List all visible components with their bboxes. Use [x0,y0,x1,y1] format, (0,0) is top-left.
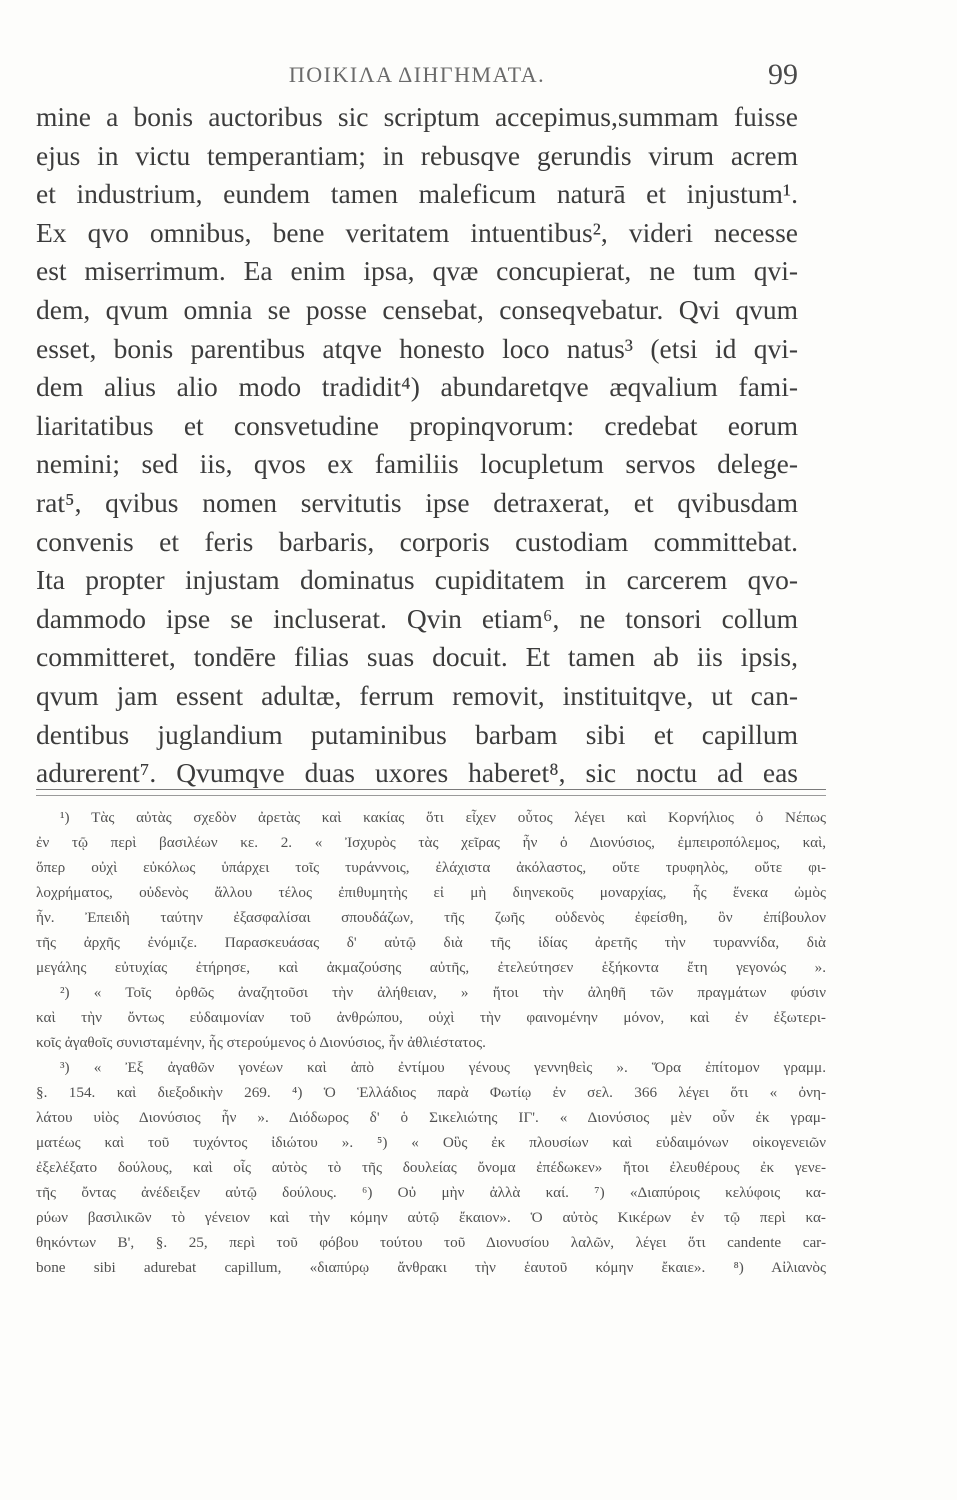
footnote-line: ¹) Τὰς αὐτὰς σχεδὸν ἀρετὰς καὶ κακίας ὅτι εἶχεν οὗτος λέγει καὶ Κορνήλιος ὁ Νέπως [60,809,826,826]
text-line: ejus in victu temperantiam; in rebusqve gerundis virum acrem [36,139,798,171]
footnote-line: §. 154. καὶ διεξοδικὴν 269. ⁴) Ὁ Ἑλλάδιος παρὰ Φωτίῳ ἐν σελ. 366 λέγει ὅτι « ὀνη- [36,1084,826,1101]
text-line: mine a bonis auctoribus sic scriptum accepimus,summam fuisse [36,101,798,132]
footnote-line: bone sibi adurebat capillum, «διαπύρῳ ἄνθρακι τὴν ἑαυτοῦ κόμην ἔκαιε». ⁸) Αἰλιανὸς [36,1259,826,1276]
footnotes-block [36,805,826,1280]
text-line: dammodo ipse se incluserat. Qvin etiam⁶, ne tonsori collum [36,602,798,634]
footnote-line: λοχρήματος, οὐδενὸς ἄλλου τέλος ἐπιθυμητὴς εἰ μὴ διηνεκοῦς μοναρχίας, ἧς ἕνεκα ὠμὸς [36,884,826,901]
footnote-line: ρύων βασιλικῶν τὸ γένειον καὶ τὴν κόμην αὐτῷ ἔκαιον». Ὁ αὐτὸς Κικέρων ἐν τῷ περὶ κα- [36,1209,826,1226]
footnote-line: ματέως καὶ τοῦ τυχόντος ἰδιώτου ». ⁵) « Οὓς ἐκ πλουσίων καὶ εὐδαιμόνων οἰκογενειῶν [36,1134,826,1151]
footnote-line: καὶ τὴν ὄντως εὐδαιμονίαν τοῦ ἀνθρώπου, οὐχὶ τὴν φαινομένην μόνον, καὶ ἐν ἐξωτερι- [36,1009,826,1026]
footnote-line: μεγάλης εὐτυχίας ἐτήρησε, καὶ ἀκμαζούσης αὐτῆς, ἐτελεύτησεν ἑξήκοντα ἔτη γεγονώς ». [36,959,826,976]
page-header [36,58,798,98]
text-line: Ex qvo omnibus, bene veritatem intuentibus², videri necesse [36,216,798,248]
text-line: liaritatibus et consvetudine propinqvorum: credebat eorum [36,409,798,441]
text-line: Ita propter injustam dominatus cupiditatem in carcerem qvo- [36,564,798,596]
footnote-line: τῆς ὄντας ἀνέδειξεν αὐτῷ δούλους. ⁶) Οὐ μὴν ἀλλὰ καί. ⁷) «Διαπύροις κελύφοις κα- [36,1184,826,1201]
footnote-line: λάτου υἱὸς Διονύσιος ἦν ». Διόδωρος δ' ὁ Σικελιώτης ΙΓ'. « Διονύσιος μὲν οὖν ἐκ γραμ- [36,1109,826,1126]
text-line: est miserrimum. Ea enim ipsa, qvæ concupierat, ne tum qvi- [36,255,798,287]
footnote-line: θηκόντων Β', §. 25, περὶ τοῦ φόβου τούτου τοῦ Διονυσίου λαλῶν, λέγει ὅτι candente car- [36,1234,826,1251]
footnote-line: ὅπερ οὐχὶ εὐκόλως ὑπάρχει τοῖς τυράννοις, ἐλάχιστα ἀκόλαστος, οὔτε τρυφηλὸς, οὔτε φι- [36,859,826,876]
footnote-line: ἐν τῷ περὶ βασιλέων κε. 2. « Ἰσχυρὸς τὰς χεῖρας ἦν ὁ Διονύσιος, ἐμπειροπόλεμος, καὶ, [36,834,826,851]
footnote-line: ³) « Ἐξ ἀγαθῶν γονέων καὶ ἀπὸ ἐντίμου γένους γεννηθεὶς ». Ὅρα ἐπίτομον γραμμ. [60,1059,826,1076]
footnote-rule-thin [36,795,826,796]
text-line: nemini; sed iis, qvos ex familiis locupletum servos delege- [36,448,798,480]
footnote-line: ²) « Τοῖς ὀρθῶς ἀναζητοῦσι τὴν ἀλήθειαν, » ἤτοι τὴν ἀληθῆ τῶν πραγμάτων φύσιν [60,984,826,1001]
text-line: et industrium, eundem tamen maleficum naturā et injustum¹. [36,178,798,210]
text-line: dem, qvum omnia se posse censebat, conseqvebatur. Qvi qvum [36,293,798,325]
text-line: qvum jam essent adultæ, ferrum removit, instituitqve, ut can- [36,679,798,711]
main-text-block [36,98,798,793]
text-line: convenis et feris barbaris, corporis custodiam committebat. [36,525,798,557]
text-line: committeret, tondēre filias suas docuit. Et tamen ab iis ipsis, [36,641,798,673]
footnote-line: τῆς ἀρχῆς ἐνόμιζε. Παρασκευάσας δ' αὐτῷ διὰ τῆς ἰδίας ἀρετῆς τὴν τυραννίδα, διὰ [36,934,826,951]
text-line: esset, bonis parentibus atqve honesto loco natus³ (etsi id qvi- [36,332,798,364]
text-line: dem alius alio modo tradidit⁴) abundaretqve æqvalium fami- [36,371,798,403]
footnote-line: ἦν. Ἐπειδὴ ταύτην ἐξασφαλίσαι σπουδάζων, τῆς ζωῆς οὐδενὸς ἐφείσθη, ὃν ἐπίβουλον [36,909,826,926]
text-line: rat⁵, qvibus nomen servitutis ipse detraxerat, et qvibusdam [36,486,798,518]
page-number: 99 [768,58,798,91]
footnote-line: ἐξελέξατο δούλους, καὶ οἷς αὐτὸς τὸ τῆς δουλείας ὄνομα ἐπέδωκεν» ἤτοι ἐλευθέρους ἐκ γενε- [36,1159,826,1176]
text-line: adurerent⁷. Qvumqve duas uxores haberet⁸, sic noctu ad eas [36,757,798,789]
footnote-line: κοῖς ἀγαθοῖς συνισταμένην, ἧς στερούμενος ὁ Διονύσιος, ἦν ἀθλιέστατος. [36,1034,486,1051]
running-head: ΠΟΙΚΙΛΑ ΔΙΗΓΗΜΑΤΑ. [288,62,546,87]
footnote-rule [36,789,826,790]
text-line: dentibus juglandium putaminibus barbam sibi et capillum [36,718,798,750]
